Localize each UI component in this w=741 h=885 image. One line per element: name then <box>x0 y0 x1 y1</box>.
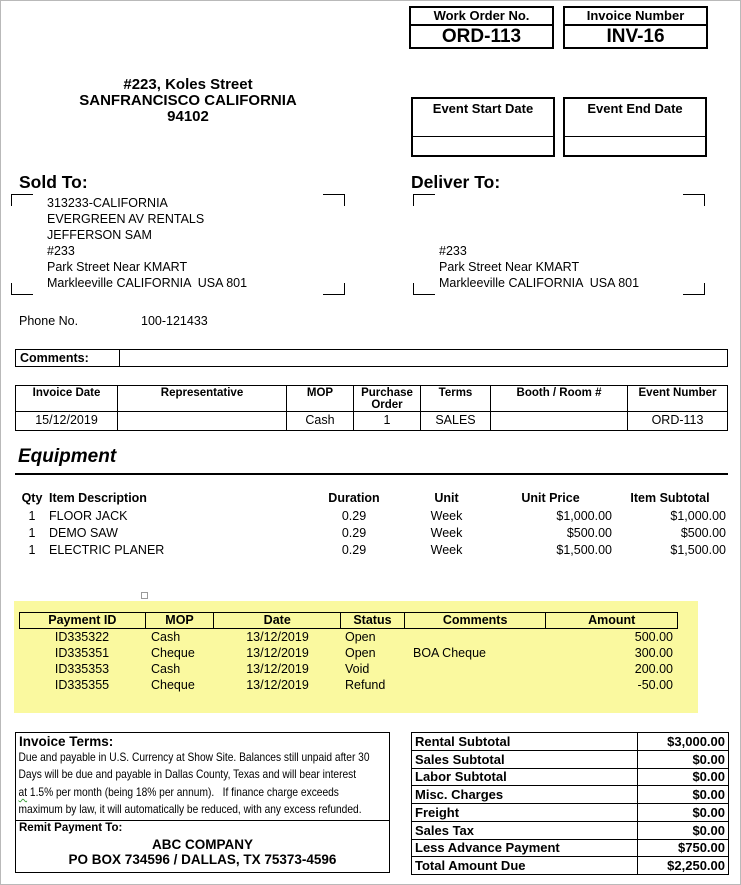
event-number-value: ORD-113 <box>651 413 704 427</box>
col-header-booth-room: Booth / Room # <box>491 386 628 411</box>
deliver-to-address <box>439 243 639 291</box>
mop-value: Cash <box>287 412 354 430</box>
col-header-duration: Duration <box>328 491 380 505</box>
totals-value: $0.00 <box>637 786 728 803</box>
equipment-duration: 0.29 <box>341 526 367 540</box>
invoice-date-value: 15/12/2019 <box>16 412 118 430</box>
bracket-corner <box>683 194 705 206</box>
totals-label: Sales Subtotal <box>415 751 505 767</box>
bracket-corner <box>11 194 33 206</box>
small-checkbox[interactable] <box>141 592 148 599</box>
invoice-number-box <box>563 6 708 49</box>
bracket-corner <box>11 283 33 295</box>
totals-row <box>412 733 728 751</box>
totals-value: $2,250.00 <box>637 857 728 874</box>
totals-row <box>412 857 728 874</box>
col-header-qty: Qty <box>21 491 43 505</box>
col-header-representative: Representative <box>118 386 287 411</box>
equipment-unit: Week <box>430 543 463 557</box>
col-header-mop: MOP <box>287 386 354 411</box>
sold-to-line: EVERGREEN AV RENTALS <box>47 212 205 226</box>
work-order-label: Work Order No. <box>411 8 552 26</box>
invoice-terms-title: Invoice Terms: <box>19 734 114 749</box>
deliver-to-line: #233 <box>439 244 467 258</box>
col-header-payment-comments: Comments <box>405 613 547 628</box>
col-header-payment-status: Status <box>341 613 405 628</box>
equipment-qty: 1 <box>28 509 36 523</box>
payment-id: ID335322 <box>54 630 110 644</box>
equipment-unit-price: $1,500.00 <box>556 543 612 557</box>
totals-label: Total Amount Due <box>415 858 526 874</box>
deliver-to-heading: Deliver To: <box>411 172 501 192</box>
payment-amount: -50.00 <box>637 678 673 692</box>
equipment-unit: Week <box>430 509 463 523</box>
totals-row <box>412 822 728 840</box>
equipment-subtotal: $500.00 <box>680 526 726 540</box>
col-header-payment-date: Date <box>214 613 341 628</box>
totals-row <box>412 769 728 787</box>
equipment-qty: 1 <box>28 543 36 557</box>
equipment-table <box>15 490 728 559</box>
comments-value <box>120 350 727 366</box>
payment-status: Open <box>345 630 376 644</box>
col-header-payment-id: Payment ID <box>20 613 146 628</box>
event-end-divider <box>563 136 707 137</box>
payment-amount: 500.00 <box>634 630 673 644</box>
invoice-number-value: INV-16 <box>606 26 665 47</box>
invoice-terms-box <box>15 732 390 873</box>
equipment-unit: Week <box>430 526 463 540</box>
totals-row <box>412 804 728 822</box>
equipment-subtotal: $1,000.00 <box>670 509 726 523</box>
event-end-date-box <box>563 97 707 157</box>
payment-comments <box>405 677 547 693</box>
payment-row <box>19 661 678 677</box>
totals-label: Freight <box>415 804 460 820</box>
terms-value: SALES <box>421 412 491 430</box>
order-info-header-row <box>16 386 727 412</box>
remit-payment-section <box>16 820 389 872</box>
sold-to-line: Park Street Near KMART <box>47 260 188 274</box>
phone-value: 100-121433 <box>141 314 208 328</box>
invoice-terms-line: maximum by law, it will automatically be reduced, with any excess refunded. <box>18 802 362 817</box>
company-address <box>38 77 338 125</box>
payment-id: ID335353 <box>54 662 110 676</box>
equipment-duration: 0.29 <box>341 509 367 523</box>
payment-date: 13/12/2019 <box>246 646 309 660</box>
col-header-invoice-date: Invoice Date <box>16 386 118 411</box>
event-start-divider <box>411 136 555 137</box>
col-header-payment-mop: MOP <box>146 613 215 628</box>
sold-to-line: 313233-CALIFORNIA <box>47 196 168 210</box>
totals-label: Sales Tax <box>415 822 475 838</box>
totals-value: $3,000.00 <box>637 733 728 750</box>
invoice-terms-line-rest: 1.5% per month (being 18% per annum). If finance charge exceeds <box>27 784 339 799</box>
equipment-description: FLOOR JACK <box>49 509 128 523</box>
payment-date: 13/12/2019 <box>246 630 309 644</box>
payment-status: Refund <box>345 678 386 692</box>
payment-amount: 200.00 <box>634 662 673 676</box>
booth-room-value <box>491 412 628 430</box>
comments-box <box>15 349 728 367</box>
col-header-item-subtotal: Item Subtotal <box>630 491 710 505</box>
spellcheck-word: at <box>18 784 28 799</box>
equipment-qty: 1 <box>28 526 36 540</box>
totals-row <box>412 786 728 804</box>
payment-mop: Cheque <box>151 646 195 660</box>
totals-value: $0.00 <box>637 751 728 768</box>
equipment-unit-price: $500.00 <box>566 526 612 540</box>
bracket-corner <box>323 194 345 206</box>
equipment-row <box>15 542 728 559</box>
equipment-row <box>15 508 728 525</box>
bracket-corner <box>413 194 435 206</box>
bracket-corner <box>413 283 435 295</box>
col-header-terms: Terms <box>421 386 491 411</box>
totals-label: Labor Subtotal <box>415 769 507 785</box>
phone-label: Phone No. <box>19 314 79 328</box>
remit-company-address: PO BOX 734596 / DALLAS, TX 75373-4596 <box>68 852 337 867</box>
payment-status: Open <box>345 646 376 660</box>
totals-row <box>412 840 728 858</box>
totals-label: Misc. Charges <box>415 787 504 803</box>
equipment-row <box>15 525 728 542</box>
payment-id: ID335351 <box>54 646 110 660</box>
totals-value: $0.00 <box>637 804 728 821</box>
equipment-subtotal: $1,500.00 <box>670 543 726 557</box>
invoice-terms-line <box>16 784 339 801</box>
payment-id: ID335355 <box>54 678 110 692</box>
equipment-divider-rule <box>15 473 728 475</box>
equipment-description: ELECTRIC PLANER <box>49 543 165 557</box>
equipment-header-row <box>15 490 728 507</box>
order-info-table <box>15 385 728 431</box>
payment-mop: Cheque <box>151 678 195 692</box>
comments-label: Comments: <box>16 350 120 366</box>
equipment-section-title: Equipment <box>18 446 117 467</box>
company-address-line: SANFRANCISCO CALIFORNIA <box>79 92 297 109</box>
work-order-box <box>409 6 554 49</box>
payment-mop: Cash <box>151 662 181 676</box>
payment-comments: BOA Cheque <box>413 646 486 660</box>
bracket-corner <box>323 283 345 295</box>
payment-status: Void <box>345 662 370 676</box>
col-header-item-description: Item Description <box>49 491 147 505</box>
payment-date: 13/12/2019 <box>246 678 309 692</box>
order-info-value-row <box>16 412 727 430</box>
sold-to-address <box>47 195 247 291</box>
payment-mop: Cash <box>151 630 181 644</box>
col-header-unit: Unit <box>434 491 459 505</box>
totals-label: Rental Subtotal <box>415 733 511 749</box>
totals-value: $750.00 <box>637 840 728 857</box>
event-start-date-box <box>411 97 555 157</box>
payment-comments <box>405 661 547 677</box>
remit-company-name: ABC COMPANY <box>152 837 253 852</box>
remit-payment-label: Remit Payment To: <box>19 822 123 834</box>
invoice-number-label: Invoice Number <box>565 8 706 26</box>
sold-to-line: #233 <box>47 244 75 258</box>
totals-row <box>412 751 728 769</box>
payment-amount: 300.00 <box>634 646 673 660</box>
invoice-terms-line: Days will be due and payable in Dallas County, Texas and will bear interest <box>18 767 357 782</box>
deliver-to-line: Markleeville CALIFORNIA USA 801 <box>439 276 640 290</box>
payment-date: 13/12/2019 <box>246 662 309 676</box>
totals-value: $0.00 <box>637 822 728 839</box>
equipment-duration: 0.29 <box>341 543 367 557</box>
totals-value: $0.00 <box>637 769 728 786</box>
payment-row <box>19 629 678 645</box>
company-address-line: #223, Koles Street <box>123 76 253 93</box>
equipment-description: DEMO SAW <box>49 526 118 540</box>
payment-table <box>19 612 678 693</box>
payment-row <box>19 677 678 693</box>
sold-to-line: JEFFERSON SAM <box>47 228 152 242</box>
representative-value <box>118 412 287 430</box>
payment-highlight <box>14 601 698 713</box>
work-order-value: ORD-113 <box>441 26 522 47</box>
purchase-order-value: 1 <box>354 412 421 430</box>
sold-to-heading: Sold To: <box>19 172 88 192</box>
equipment-unit-price: $1,000.00 <box>556 509 612 523</box>
totals-table <box>411 732 729 875</box>
company-address-line: 94102 <box>167 108 209 125</box>
col-header-purchase-order: Purchase Order <box>354 386 421 411</box>
col-header-payment-amount: Amount <box>588 613 636 627</box>
payment-comments <box>405 629 547 645</box>
bracket-corner <box>683 283 705 295</box>
totals-label: Less Advance Payment <box>415 840 560 856</box>
sold-to-line: Markleeville CALIFORNIA USA 801 <box>47 276 248 290</box>
deliver-to-line: Park Street Near KMART <box>439 260 580 274</box>
event-start-date-label: Event Start Date <box>432 101 534 116</box>
invoice-terms-line: Due and payable in U.S. Currency at Show Site. Balances still unpaid after 30 <box>18 750 370 764</box>
col-header-unit-price: Unit Price <box>521 491 580 505</box>
payment-header-row <box>19 612 678 629</box>
payment-row <box>19 645 678 661</box>
event-end-date-label: Event End Date <box>587 101 683 116</box>
col-header-event-number: Event Number <box>638 387 717 399</box>
